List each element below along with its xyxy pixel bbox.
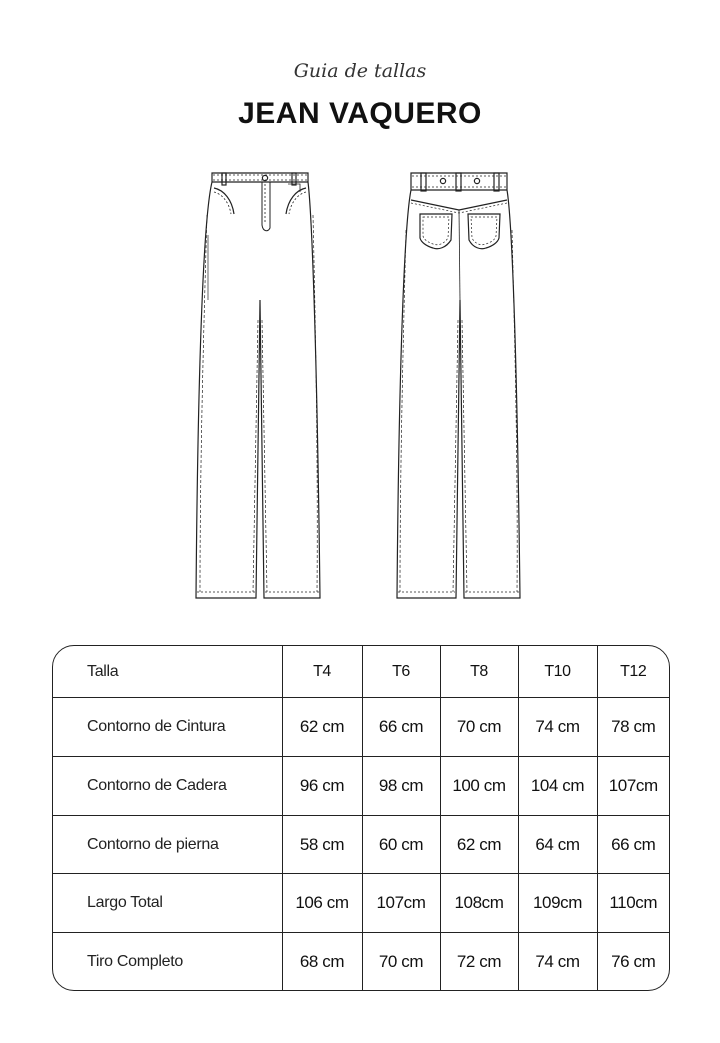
jeans-back-icon — [397, 173, 520, 598]
table-cell: 98 cm — [362, 756, 440, 815]
table-cell: 70 cm — [440, 698, 518, 757]
row-label: Contorno de Cadera — [53, 756, 282, 815]
table-cell: 64 cm — [518, 815, 597, 874]
row-label: Contorno de pierna — [53, 815, 282, 874]
size-header: T4 — [282, 646, 362, 698]
row-label: Tiro Completo — [53, 933, 282, 990]
row-label: Largo Total — [53, 874, 282, 933]
table-cell: 60 cm — [362, 815, 440, 874]
size-header: T6 — [362, 646, 440, 698]
size-header: T8 — [440, 646, 518, 698]
table-cell: 68 cm — [282, 933, 362, 990]
size-header: T10 — [518, 646, 597, 698]
row-label: Contorno de Cintura — [53, 698, 282, 757]
table-row — [53, 874, 669, 933]
jeans-front-icon — [196, 173, 320, 598]
table-cell: 78 cm — [597, 698, 669, 757]
table-cell: 100 cm — [440, 756, 518, 815]
table-row — [53, 933, 669, 990]
table-cell: 70 cm — [362, 933, 440, 990]
table-cell: 58 cm — [282, 815, 362, 874]
table-cell: 107cm — [362, 874, 440, 933]
table-cell: 74 cm — [518, 698, 597, 757]
table-cell: 76 cm — [611, 951, 656, 971]
table-cell: 66 cm — [362, 698, 440, 757]
header-label: Talla — [53, 646, 282, 698]
table-cell: 74 cm — [518, 933, 597, 990]
table-row — [53, 815, 669, 874]
table-cell: 109cm — [518, 874, 597, 933]
table-cell: 104 cm — [518, 756, 597, 815]
size-table — [52, 645, 670, 991]
table-cell: 62 cm — [440, 815, 518, 874]
table-header-row — [53, 646, 669, 698]
page-title: JEAN VAQUERO — [238, 97, 482, 130]
table-row — [53, 756, 669, 815]
table-cell: 96 cm — [282, 756, 362, 815]
table-cell: 110cm — [597, 874, 669, 933]
table-cell: 107cm — [597, 756, 669, 815]
table-cell: 106 cm — [282, 874, 362, 933]
guide-subtitle: Guia de tallas — [293, 60, 427, 82]
jeans-illustrations — [190, 168, 530, 608]
table-cell: 62 cm — [282, 698, 362, 757]
table-cell: 72 cm — [440, 933, 518, 990]
table-cell: 66 cm — [597, 815, 669, 874]
size-header: T12 — [597, 646, 669, 698]
table-row — [53, 698, 669, 757]
table-cell: 108cm — [440, 874, 518, 933]
